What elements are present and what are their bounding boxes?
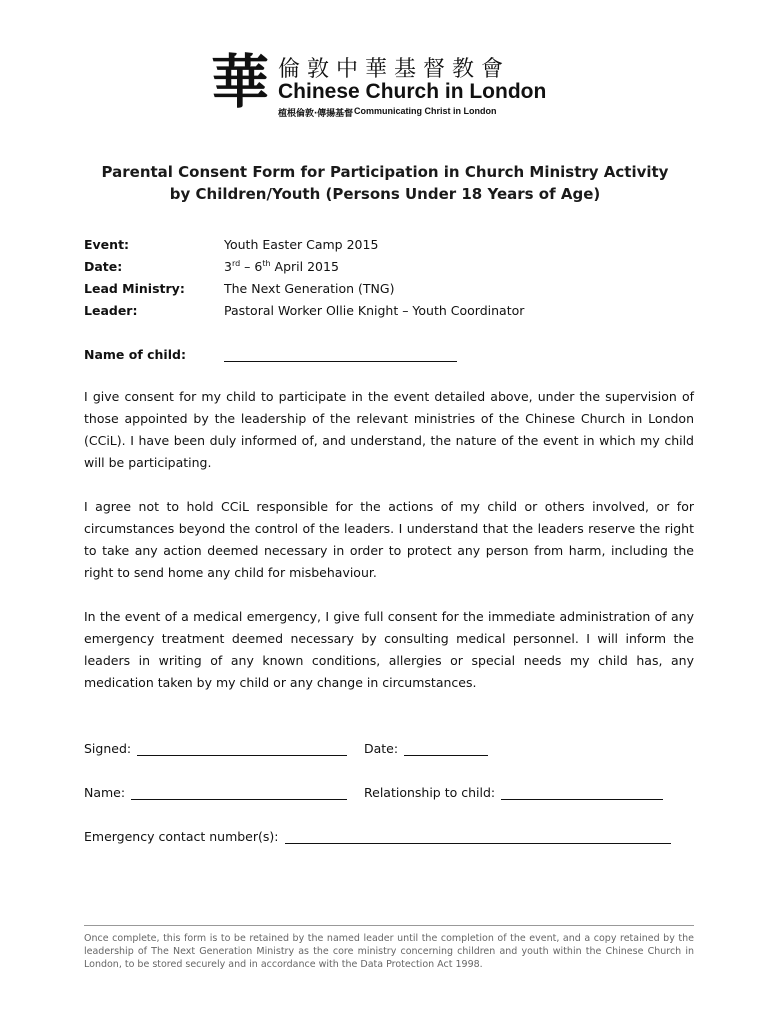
date-value: 3rd – 6th April 2015 xyxy=(224,259,339,275)
parent-name-label: Name: xyxy=(84,785,126,800)
relationship-row xyxy=(364,785,663,800)
emergency-contact-row xyxy=(84,829,671,844)
parent-name-row xyxy=(84,785,347,800)
motto-english: Communicating Christ in London xyxy=(354,106,497,116)
emergency-contact-field[interactable] xyxy=(285,831,671,844)
ministry-label: Lead Ministry: xyxy=(84,281,185,296)
consent-paragraph: I give consent for my child to participate in the event detailed above, under the supervision of those appointed by the leadership of the relevant ministries of the Chinese Church in London (CCiL). I have been duly informed of, and understand, the nature of the event in which my child will be participating. xyxy=(84,389,694,470)
svg-text:華: 華 xyxy=(210,48,270,116)
church-name-chinese: 倫敦中華基督教會 xyxy=(278,57,511,82)
event-label: Event: xyxy=(84,237,130,252)
signed-label: Signed: xyxy=(84,741,132,756)
footer-note: Once complete, this form is to be retained by the named leader until the completion of the event, and a copy retained by the leadership of The Next Generation Ministry as the core ministry concerning children and youth within the Chinese Church in London, to be stored securely and in accordance with the Data Protection Act 1998. xyxy=(84,933,694,970)
leader-value: Pastoral Worker Ollie Knight – Youth Coordinator xyxy=(224,303,525,318)
sign-date-label: Date: xyxy=(364,741,399,756)
church-emblem-icon xyxy=(210,48,270,120)
signed-row xyxy=(84,741,347,756)
relationship-label: Relationship to child: xyxy=(364,785,496,800)
event-value: Youth Easter Camp 2015 xyxy=(224,237,379,252)
parent-name-field[interactable] xyxy=(131,787,347,800)
church-logo xyxy=(210,48,574,122)
emergency-contact-label: Emergency contact number(s): xyxy=(84,829,279,844)
child-name-field[interactable] xyxy=(224,349,457,362)
relationship-field[interactable] xyxy=(501,787,663,800)
motto-chinese: 植根倫敦‧傳揚基督 xyxy=(278,109,354,119)
footer-divider xyxy=(84,925,694,926)
sign-date-field[interactable] xyxy=(404,743,488,756)
liability-paragraph: I agree not to hold CCiL responsible for the actions of my child or others involved, or for circumstances beyond the control of the leaders. I understand that the leaders reserve the right to take any action deemed necessary in order to protect any person from harm, including the right to send home any child for misbehaviour. xyxy=(84,499,694,580)
form-title-line-1: Parental Consent Form for Participation in Church Ministry Activity xyxy=(101,163,669,181)
medical-paragraph: In the event of a medical emergency, I give full consent for the immediate administration of any emergency treatment deemed necessary by consulting medical personnel. I will inform the leaders in writing of any known conditions, allergies or special needs my child has, any medication taken by my child or any change in circumstances. xyxy=(84,609,694,690)
date-label: Date: xyxy=(84,259,123,274)
child-name-label: Name of child: xyxy=(84,347,186,362)
church-name-english: Chinese Church in London xyxy=(278,80,547,103)
sign-date-row xyxy=(364,741,488,756)
ministry-value: The Next Generation (TNG) xyxy=(224,281,395,296)
form-title-line-2: by Children/Youth (Persons Under 18 Years of Age) xyxy=(169,185,601,203)
leader-label: Leader: xyxy=(84,303,138,318)
signed-field[interactable] xyxy=(137,743,347,756)
